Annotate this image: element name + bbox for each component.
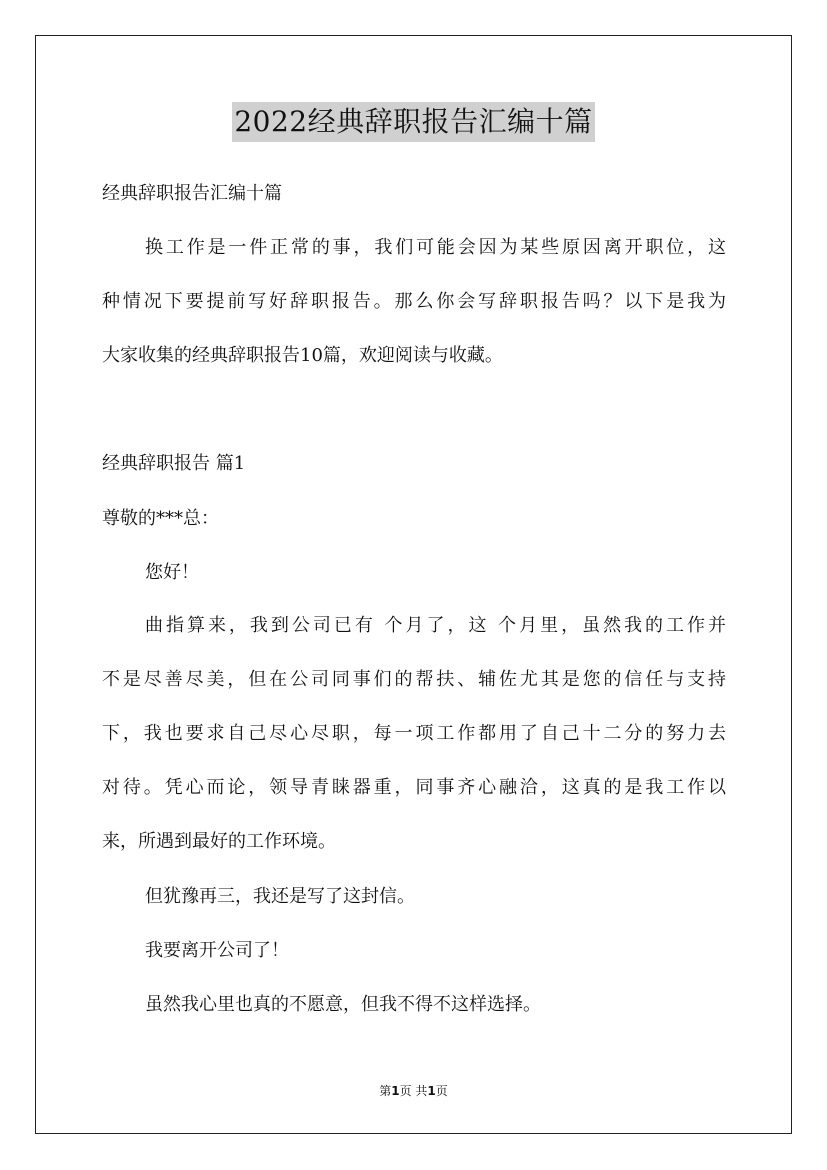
intro-line-1: 换工作是一件正常的事，我们可能会因为某些原因离开职位，这 <box>145 237 726 258</box>
document-subtitle: 经典辞职报告汇编十篇 <box>102 183 282 204</box>
greeting: 您好！ <box>145 562 199 583</box>
intro-line-2: 种情况下要提前写好辞职报告。那么你会写辞职报告吗？以下是我为 <box>102 291 726 312</box>
title-container <box>0 102 827 142</box>
footer-page-suffix: 页 <box>435 1084 448 1098</box>
page-footer <box>0 1082 827 1100</box>
paragraph-3: 我要离开公司了！ <box>145 940 289 961</box>
body-line-4: 对待。凭心而论，领导青睐器重，同事齐心融洽，这真的是我工作以 <box>102 777 726 798</box>
salutation: 尊敬的***总： <box>102 508 219 529</box>
footer-page-total: 1 <box>427 1084 436 1098</box>
paragraph-2: 但犹豫再三，我还是写了这封信。 <box>145 886 415 907</box>
document-title: 2022经典辞职报告汇编十篇 <box>232 102 594 142</box>
section-heading: 经典辞职报告 篇1 <box>102 453 246 474</box>
body-line-1: 曲指算来，我到公司已有 个月了，这 个月里，虽然我的工作并 <box>145 615 726 636</box>
footer-page-current: 1 <box>391 1084 400 1098</box>
footer-page-prefix: 第 <box>379 1084 392 1098</box>
body-line-2: 不是尽善尽美，但在公司同事们的帮扶、辅佐尤其是您的信任与支持 <box>102 669 726 690</box>
body-line-5: 来，所遇到最好的工作环境。 <box>102 831 336 852</box>
intro-line-3: 大家收集的经典辞职报告10篇，欢迎阅读与收藏。 <box>102 345 503 366</box>
footer-page-mid: 页 共 <box>399 1084 428 1098</box>
paragraph-4: 虽然我心里也真的不愿意，但我不得不这样选择。 <box>145 994 541 1015</box>
body-line-3: 下，我也要求自己尽心尽职，每一项工作都用了自己十二分的努力去 <box>102 723 726 744</box>
